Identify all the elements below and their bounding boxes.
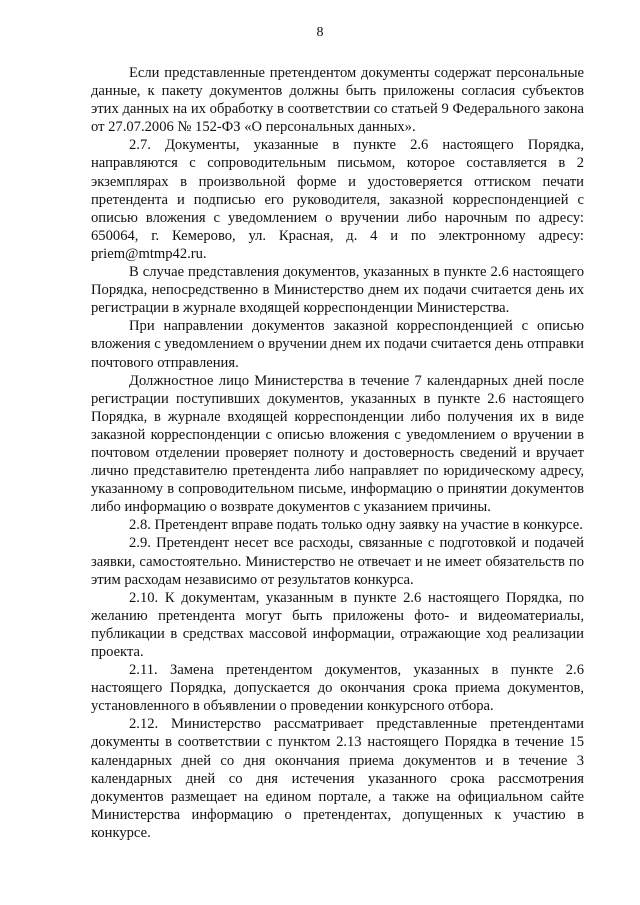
paragraph-2-11: 2.11. Замена претендентом документов, указанных в пункте 2.6 настоящего Порядка, допускается до окончания срока приема документов, установленного в объявлении о проведении конкурсного отбора.: [91, 662, 584, 715]
paragraph-2-12: 2.12. Министерство рассматривает представленные претендентами документы в соответствии с пунктом 2.13 настоящего Порядка в течение 15 календарных дней со дня окончания приема документов и в течение 3 календарных дней со дня истечения указанного срока рассмотрения документов размещает на едином портале, а также на официальном сайте Министерства информацию о претендентах, допущенных к участию в конкурсе.: [91, 716, 584, 841]
paragraph-2-10: 2.10. К документам, указанным в пункте 2.6 настоящего Порядка, по желанию претендента могут быть приложены фото- и видеоматериалы, публикации в средствах массовой информации, отражающие ход реализации проекта.: [91, 589, 584, 660]
paragraph-2-8: 2.8. Претендент вправе подать только одну заявку на участие в конкурсе.: [129, 517, 583, 534]
paragraph-personal-data-consent: Если представленные претендентом документы содержат персональные данные, к пакету документов должны быть приложены согласия субъектов этих данных на их обработку в соответствии со статьей 9 Федерального закона от 27.07.2006 № 152-ФЗ «О персональных данных».: [91, 65, 584, 136]
paragraph-2-7: 2.7. Документы, указанные в пункте 2.6 настоящего Порядка, направляются с сопроводительным письмом, которое составляется в 2 экземплярах в произвольной форме и удостоверяется оттиском печати претендента и подписью его руководителя, заказной корреспонденцией с описью вложения с уведомлением о вручении либо нарочным по адресу: 650064, г. Кемерово, ул. Красная, д. 4 и по электронному адресу: priem@mtmp42.ru.: [91, 137, 584, 262]
paragraph-postal-submission: При направлении документов заказной корреспонденцией с описью вложения с уведомлением о вручении днем их подачи считается день отправки почтового отправления.: [91, 318, 584, 371]
document-body: [91, 64, 584, 842]
paragraph-2-9: 2.9. Претендент несет все расходы, связанные с подготовкой и подачей заявки, самостоятельно. Министерство не отвечает и не имеет обязательств по этим расходам независимо от результатов конкурса.: [91, 535, 584, 588]
page-number: 8: [316, 25, 324, 40]
paragraph-official-review: Должностное лицо Министерства в течение 7 календарных дней после регистрации поступивших документов, указанных в пункте 2.6 настоящего Порядка, в журнале входящей корреспонденции либо получения их в виде заказной корреспонденции с описью вложения с уведомлением о вручении в почтовом отделении проверяет полноту и достоверность сведений и вручает лично представителю претендента либо направляет по юридическому адресу, указанному в сопроводительном письме, информацию о принятии документов либо информацию о возврате документов с указанием причины.: [91, 372, 584, 516]
paragraph-direct-submission: В случае представления документов, указанных в пункте 2.6 настоящего Порядка, непосредственно в Министерство днем их подачи считается день их регистрации в журнале входящей корреспонденции Министерства.: [91, 264, 584, 317]
